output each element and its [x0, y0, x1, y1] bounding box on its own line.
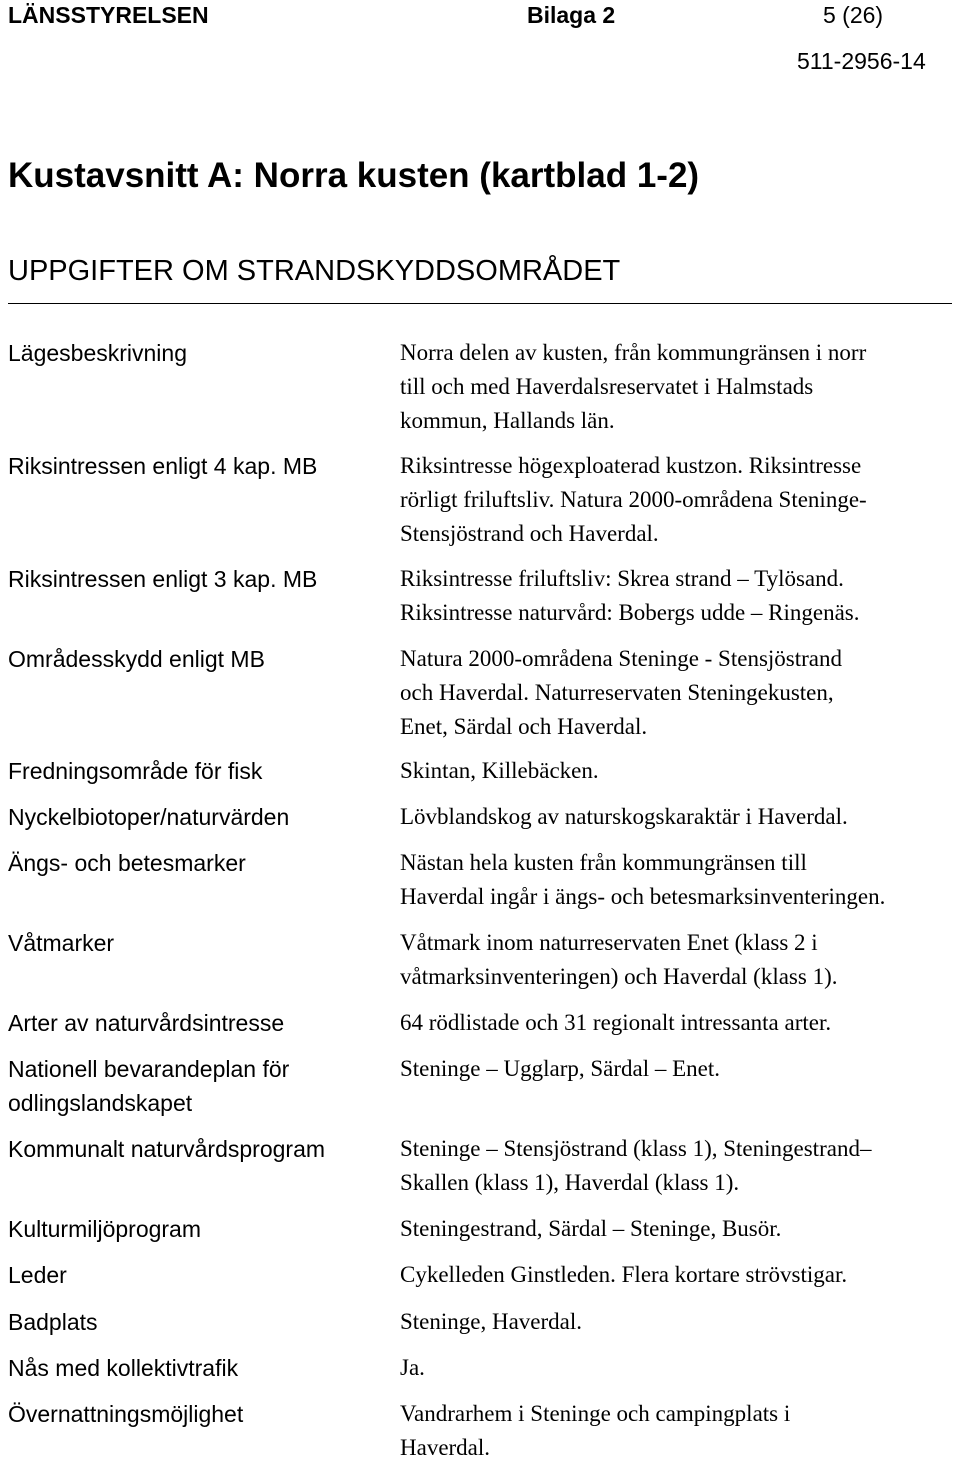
- row-value: [400, 642, 958, 744]
- row-label: Ängs- och betesmarker: [8, 850, 246, 876]
- row-label: Lägesbeskrivning: [8, 340, 188, 366]
- row-value: [400, 449, 958, 551]
- row-label: Fredningsområde för fisk: [8, 758, 263, 784]
- row-value: [400, 1006, 958, 1040]
- value-line: rörligt friluftsliv. Natura 2000-områdena Steninge-: [400, 487, 867, 512]
- value-line: Skallen (klass 1), Haverdal (klass 1).: [400, 1170, 740, 1195]
- value-line: Nästan hela kusten från kommungränsen till: [400, 850, 807, 875]
- value-line: till och med Haverdalsreservatet i Halmstads: [400, 374, 814, 399]
- row-value: [400, 754, 958, 788]
- value-line: Riksintresse högexploaterad kustzon. Riksintresse: [400, 453, 862, 478]
- page-title: Kustavsnitt A: Norra kusten (kartblad 1-2): [8, 156, 700, 195]
- row-value: [400, 336, 958, 438]
- value-line: Våtmark inom naturreservaten Enet (klass 2 i: [400, 930, 818, 955]
- row-value: [400, 1258, 958, 1292]
- row-label: Riksintressen enligt 3 kap. MB: [8, 566, 318, 592]
- row-value: [400, 800, 958, 834]
- row-value: [400, 1305, 958, 1339]
- section-heading: UPPGIFTER OM STRANDSKYDDSOMRÅDET: [8, 255, 621, 287]
- value-line: Riksintresse naturvård: Bobergs udde – Ringenäs.: [400, 600, 860, 625]
- row-value: [400, 562, 958, 630]
- row-value: [400, 1132, 958, 1200]
- row-label: Nationell bevarandeplan för odlingslandskapet: [8, 1056, 290, 1116]
- value-line: Skintan, Killebäcken.: [400, 758, 599, 783]
- value-line: Lövblandskog av naturskogskaraktär i Haverdal.: [400, 804, 848, 829]
- value-line: Enet, Särdal och Haverdal.: [400, 714, 648, 739]
- row-value: [400, 1397, 958, 1465]
- row-value: [400, 1351, 958, 1385]
- row-label: Leder: [8, 1262, 67, 1288]
- value-line: Steningestrand, Särdal – Steninge, Busör.: [400, 1216, 782, 1241]
- value-line: Steninge, Haverdal.: [400, 1309, 583, 1334]
- header-page-number: 5 (26): [823, 2, 884, 28]
- row-label: Områdesskydd enligt MB: [8, 646, 265, 672]
- value-line: 64 rödlistade och 31 regionalt intressanta arter.: [400, 1010, 832, 1035]
- row-value: [400, 926, 958, 994]
- value-line: Riksintresse friluftsliv: Skrea strand – Tylösand.: [400, 566, 844, 591]
- row-value: [400, 1052, 958, 1086]
- value-line: Haverdal ingår i ängs- och betesmarksinventeringen.: [400, 884, 886, 909]
- header-attachment: Bilaga 2: [527, 2, 616, 28]
- row-label: Våtmarker: [8, 930, 115, 956]
- row-label: Arter av naturvårdsintresse: [8, 1010, 285, 1036]
- row-label: Övernattningsmöjlighet: [8, 1401, 244, 1427]
- row-value: [400, 1212, 958, 1246]
- value-line: Ja.: [400, 1355, 425, 1380]
- value-line: kommun, Hallands län.: [400, 408, 615, 433]
- row-value: [400, 846, 958, 914]
- value-line: Steninge – Ugglarp, Särdal – Enet.: [400, 1056, 721, 1081]
- value-line: Stensjöstrand och Haverdal.: [400, 521, 659, 546]
- value-line: Haverdal.: [400, 1435, 491, 1460]
- value-line: Cykelleden Ginstleden. Flera kortare strövstigar.: [400, 1262, 848, 1287]
- value-line: våtmarksinventeringen) och Haverdal (klass 1).: [400, 964, 838, 989]
- header-reference-number: 511-2956-14: [797, 48, 926, 74]
- value-line: Steninge – Stensjöstrand (klass 1), Steningestrand–: [400, 1136, 872, 1161]
- value-line: och Haverdal. Naturreservaten Steningekusten,: [400, 680, 834, 705]
- value-line: Norra delen av kusten, från kommungränsen i norr: [400, 340, 867, 365]
- row-label: Riksintressen enligt 4 kap. MB: [8, 453, 318, 479]
- value-line: Vandrarhem i Steninge och campingplats i: [400, 1401, 791, 1426]
- heading-divider: [8, 303, 952, 304]
- row-label: Kulturmiljöprogram: [8, 1216, 202, 1242]
- header-organization: LÄNSSTYRELSEN: [8, 2, 209, 28]
- row-label: Nyckelbiotoper/naturvärden: [8, 804, 290, 830]
- row-label: Nås med kollektivtrafik: [8, 1355, 239, 1381]
- value-line: Natura 2000-områdena Steninge - Stensjöstrand: [400, 646, 842, 671]
- row-label: Kommunalt naturvårdsprogram: [8, 1136, 326, 1162]
- row-label: Badplats: [8, 1309, 98, 1335]
